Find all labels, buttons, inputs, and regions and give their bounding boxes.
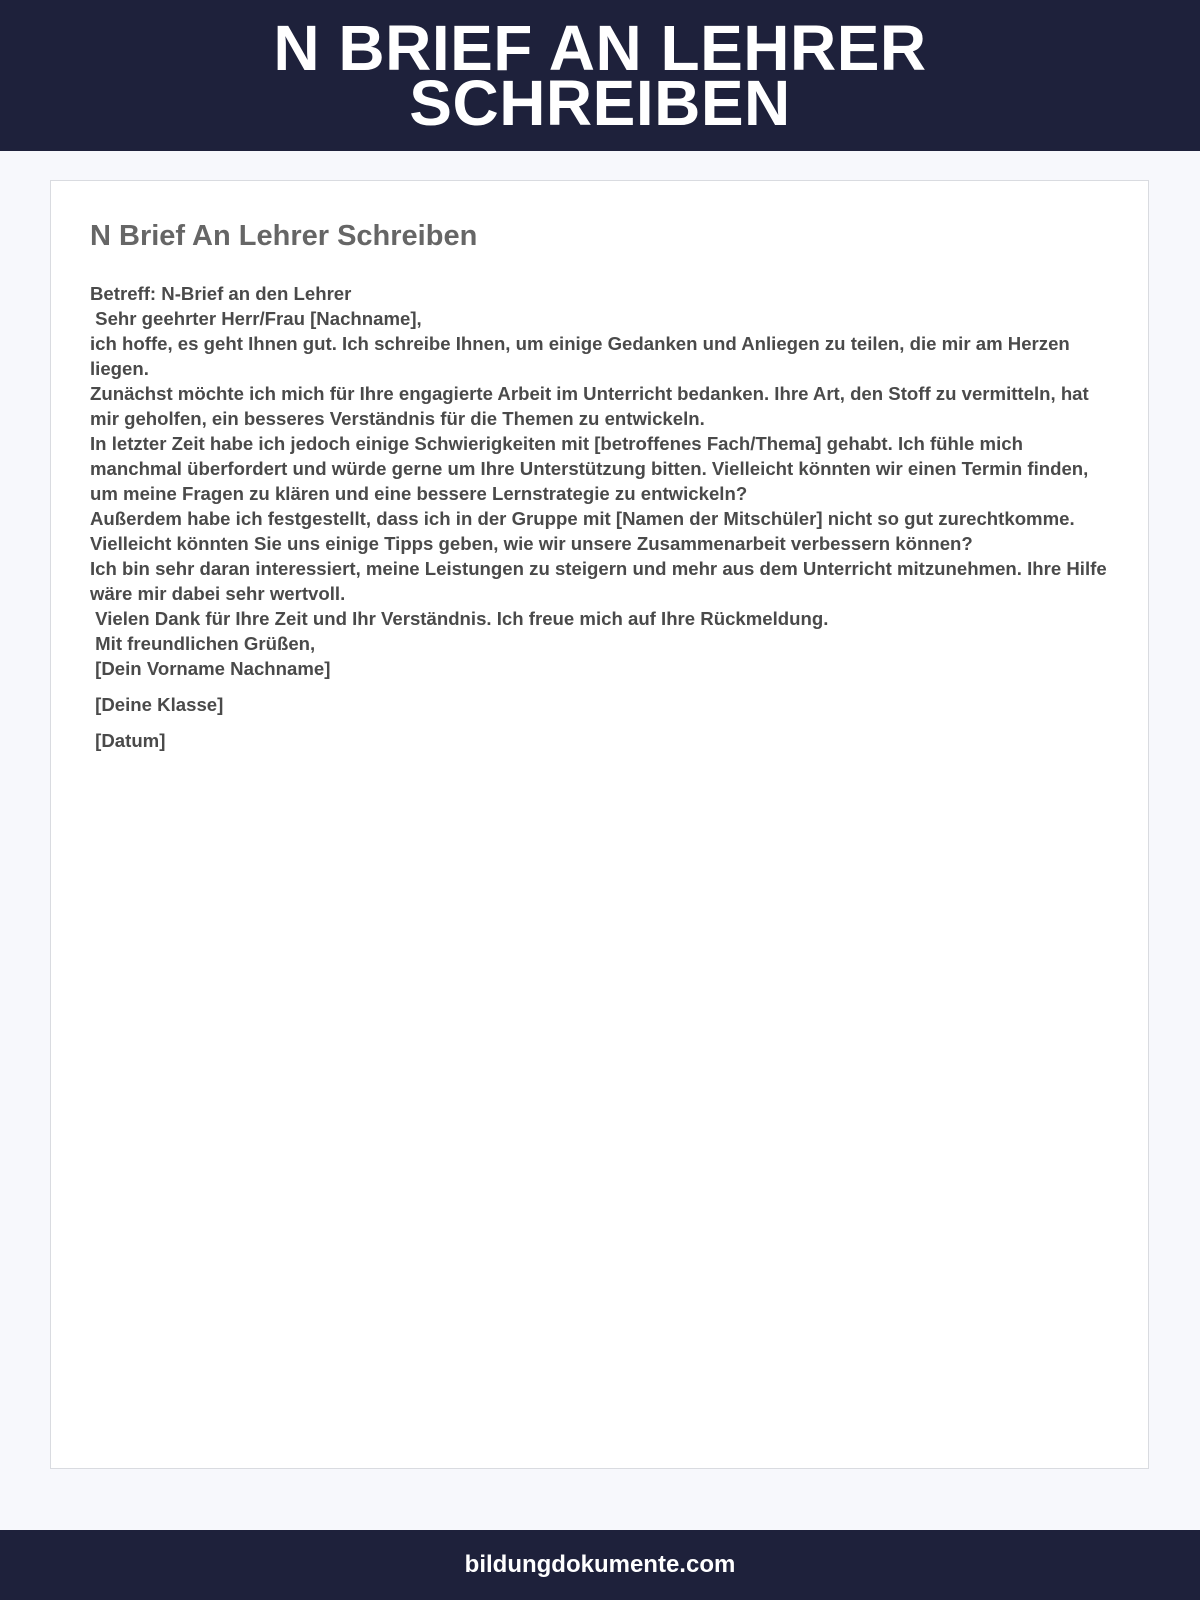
letter-thanks: Vielen Dank für Ihre Zeit und Ihr Verständnis. Ich freue mich auf Ihre Rückmeldung. (90, 608, 829, 629)
letter-paragraph: Zunächst möchte ich mich für Ihre engagierte Arbeit im Unterricht bedanken. Ihre Art, den Stoff zu vermitteln, hat mir geholfen, ein besseres Verständnis für die Themen zu entwickeln. (90, 383, 1094, 429)
document-title: N Brief An Lehrer Schreiben (90, 220, 478, 252)
letter-salutation: Sehr geehrter Herr/Frau [Nachname], (90, 308, 422, 329)
letter-body (90, 281, 1110, 753)
letter-paragraph: In letzter Zeit habe ich jedoch einige Schwierigkeiten mit [betroffenes Fach/Thema] gehabt. Ich fühle mich manchmal überfordert und würde gerne um Ihre Unterstützung bitten. Vielleicht könnten wir einen Termin finden, um meine Fragen zu klären und eine bessere Lernstrategie zu entwickeln? (90, 433, 1094, 504)
footer-bar (0, 1530, 1200, 1600)
letter-subject: Betreff: N-Brief an den Lehrer (90, 283, 352, 304)
letter-paragraph: ich hoffe, es geht Ihnen gut. Ich schreibe Ihnen, um einige Gedanken und Anliegen zu teilen, die mir am Herzen liegen. (90, 333, 1075, 379)
banner-title: N BRIEF AN LEHRER SCHREIBEN (273, 11, 927, 139)
letter-sender-name: [Dein Vorname Nachname] (90, 658, 331, 679)
document-card (50, 180, 1149, 1469)
letter-paragraph: Außerdem habe ich festgestellt, dass ich in der Gruppe mit [Namen der Mitschüler] nicht so gut zurechtkomme. Vielleicht könnten Sie uns einige Tipps geben, wie wir unsere Zusammenarbeit verbessern können? (90, 508, 1080, 554)
letter-date: [Datum] (90, 730, 166, 751)
letter-closing: Mit freundlichen Grüßen, (90, 633, 316, 654)
footer-site-name: bildungdokumente.com (464, 1551, 736, 1578)
letter-paragraph: Ich bin sehr daran interessiert, meine Leistungen zu steigern und mehr aus dem Unterricht mitzunehmen. Ihre Hilfe wäre mir dabei sehr wertvoll. (90, 558, 1112, 604)
header-banner (0, 0, 1200, 151)
letter-sender-class: [Deine Klasse] (90, 694, 224, 715)
